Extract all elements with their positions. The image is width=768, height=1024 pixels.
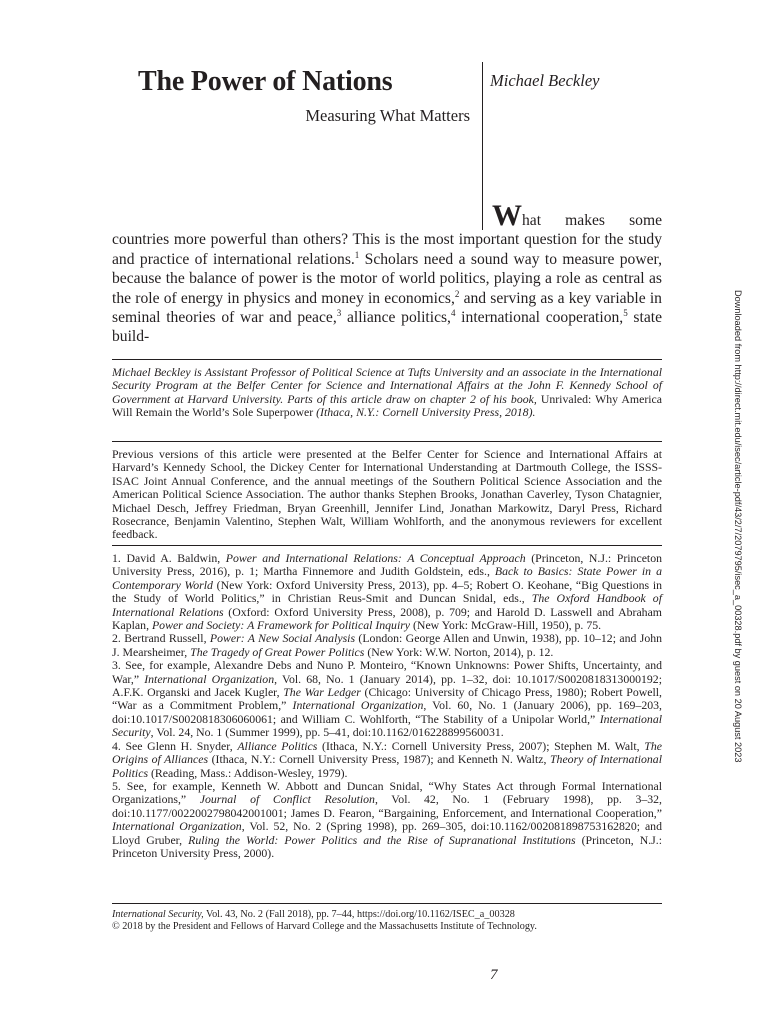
footnote-4: 4. See Glenn H. Snyder, Alliance Politics (Ithaca, N.Y.: Cornell University Press, 2007); Stephen M. Walt, The Origins of Alliances (Ithaca, N.Y.: Cornell University Press, 1987); and Kenneth N. Waltz, Theory of International Politics (Reading, Mass.: Addison-Wesley, 1979). <box>112 738 662 780</box>
footnote-ref-5[interactable]: 5 <box>623 307 628 318</box>
copyright-notice: © 2018 by the President and Fellows of Harvard College and the Massachusetts Institute of Technology. <box>112 920 537 932</box>
drop-cap: W <box>492 199 522 232</box>
footnotes <box>112 552 662 860</box>
article-subtitle: Measuring What Matters <box>305 106 470 125</box>
article-title: The Power of Nations <box>138 66 393 97</box>
divider-notes <box>112 545 662 546</box>
footnote-1: 1. David A. Baldwin, Power and International Relations: A Conceptual Approach (Princeton, N.J.: Princeton University Press, 2016), p. 1; Martha Finnemore and Judith Goldstein, eds., Back to Basics: State Power in a Contemporary World (New York: Oxford University Press, 2013), pp. 4–5; Robert O. Keohane, “Big Questions in the Study of World Politics,” in Christian Reus-Smit and Duncan Snidal, eds., The Oxford Handbook of International Relations (Oxford: Oxford University Press, 2008), p. 709; and Harold D. Lasswell and Abraham Kaplan, Power and Society: A Framework for Political Inquiry (New York: McGraw-Hill, 1950), p. 75. <box>112 551 663 633</box>
acknowledgments: Previous versions of this article were presented at the Belfer Center for Science and International Affairs at Harvard’s Kennedy School, the Dickey Center for International Understanding at Dartmouth College, the ISSS-ISAC Joint Annual Conference, and the annual meetings of the Southern Political Science Association and the American Political Science Association. The author thanks Stephen Brooks, Jonathan Caverley, Tyson Chatagnier, Michael Desch, Jeffrey Friedman, Bryan Greenhill, Jennifer Lind, Jonathan Markowitz, Daryl Press, Richard Rosecrance, Benjamin Valentino, Stephen Walt, William Wohlforth, and the anonymous reviewers for excellent feedback. <box>112 447 662 542</box>
footnote-ref-1[interactable]: 1 <box>354 249 360 260</box>
divider-bio <box>112 359 662 360</box>
first-line: What makes some <box>492 199 662 232</box>
footnote-ref-2[interactable]: 2 <box>454 288 460 299</box>
footnote-2: 2. Bertrand Russell, Power: A New Social Analysis (London: George Allen and Unwin, 1938), pp. 10–12; and John J. Mearsheimer, The Tragedy of Great Power Politics (New York: W.W. Norton, 2014), p. 12. <box>112 631 663 659</box>
footnote-5: 5. See, for example, Kenneth W. Abbott and Duncan Snidal, “Why States Act through Formal International Organizations,” Journal of Conflict Resolution, Vol. 42, No. 1 (February 1998), pp. 3–32, doi:10.1177/0022002798042001001; James D. Fearon, “Bargaining, Enforcement, and International Cooperation,” International Organization, Vol. 52, No. 2 (Spring 1998), pp. 269–305, doi:10.1162/002081898753162820; and Lloyd Gruber, Ruling the World: Power Politics and the Rise of Supranational Institutions (Princeton, N.J.: Princeton University Press, 2000). <box>112 778 662 860</box>
author-name: Michael Beckley <box>490 71 600 90</box>
download-watermark: Downloaded from http://direct.mit.edu/isec/article-pdf/43/2/7/2079795/isec_a_00328.pdf by guest on 20 August 2023 <box>733 290 743 763</box>
author-bio: Michael Beckley is Assistant Professor of Political Science at Tufts University and an associate in the International Security Program at the Belfer Center for Science and International Affairs at the John F. Kennedy School of Government at Harvard University. Parts of this article draw on chapter 2 of his book, Unrivaled: Why America Will Remain the World’s Sole Superpower (Ithaca, N.Y.: Cornell University Press, 2018). <box>112 365 662 420</box>
body-paragraph: What makes some countries more powerful than others? This is the most important question for the study and practice of international relations.$^1$ Scholars need a sound way to measure power, because the balance of power is the motor of world politics, playing a role as central as the role of energy in physics and money in economics,$^2$ and serving as a key variable in seminal theories of war and peace,$^3$ alliance politics,$^4$ international cooperation,$^5$ state build- <box>112 199 663 346</box>
footnote-ref-4[interactable]: 4 <box>450 307 456 318</box>
page-number: 7 <box>490 967 498 983</box>
doi-link[interactable]: Vol. 43, No. 2 (Fall 2018), pp. 7–44, https://doi.org/10.1162/ISEC_a_00328 <box>203 909 515 920</box>
divider-acknowledgments <box>112 441 662 442</box>
divider-citation <box>112 903 662 904</box>
title-divider <box>482 62 483 230</box>
journal-citation: International Security, Vol. 43, No. 2 (Fall 2018), pp. 7–44, https://doi.org/10.1162/ISEC_a_00328 © 2018 by the President and Fellows of Harvard College and the Massachusetts Institute of Technology. <box>112 909 662 933</box>
footnote-3: 3. See, for example, Alexandre Debs and Nuno P. Monteiro, “Known Unknowns: Power Shifts, Uncertainty, and War,” International Organization, Vol. 68, No. 1 (January 2014), pp. 1–32, doi: 10.1017/S0020818313000192; A.F.K. Organski and Jacek Kugler, The War Ledger (Chicago: University of Chicago Press, 1980); Robert Powell, “War as a Commitment Problem,” International Organization, Vol. 60, No. 1 (January 2006), pp. 169–203, doi:10.1017/S0020818306060061; and William C. Wohlforth, “The Stability of a Unipolar World,” International Security, Vol. 24, No. 1 (Summer 1999), pp. 5–41, doi:10.1162/016228899560031. <box>112 658 663 740</box>
footnote-ref-3[interactable]: 3 <box>336 307 342 318</box>
